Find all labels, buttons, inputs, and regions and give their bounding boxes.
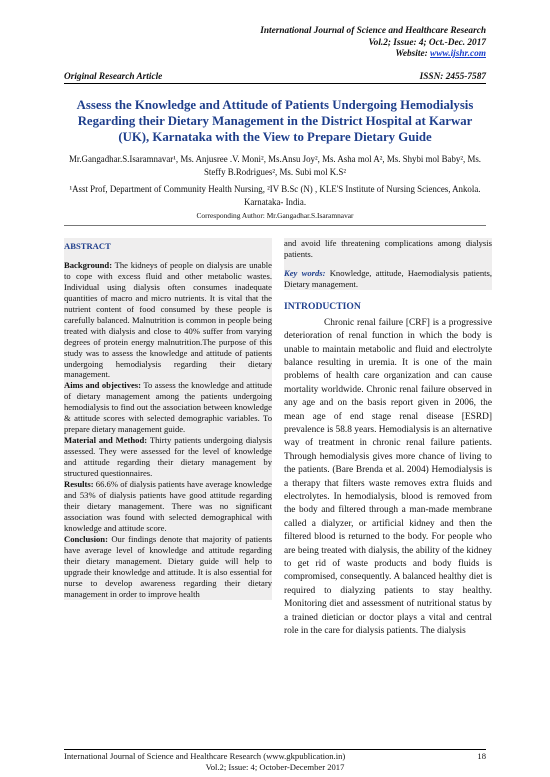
abstract-aims: Aims and objectives: To assess the knowledge and attitude of dietary management among the patients undergoing hemodialysis to find out the association between knowledge & attitude scores with selected demographic variables. To prepare dietary management guide.: [64, 380, 273, 435]
article-type: Original Research Article: [64, 72, 163, 82]
affiliation: ¹Asst Prof, Department of Community Health Nursing, ²IV B.Sc (N) , KLE'S Institute of Nursing Sciences, Ankola. Karnataka- India.: [69, 184, 481, 207]
journal-name: International Journal of Science and Healthcare Research: [260, 26, 486, 36]
keywords: Key words: Knowledge, attitude, Haemodialysis patients, Dietary management.: [284, 267, 493, 289]
right-column: [284, 238, 492, 639]
introduction-heading: INTRODUCTION: [284, 300, 361, 312]
left-column: [64, 238, 272, 600]
abstract-background: Background: The kidneys of people on dialysis are unable to cope with excess fluid and other metabolic wastes. Individual using dialysis often consumes inadequate quantities of macro and micro nutrients. It is vital that the nutrient content of food consumed by these people is carefully balanced. Malnutrition is common in people being treated with dialysis and close to 40% suffer from varying degrees of protein energy malnutrition.The purpose of this study was to assess the knowledge and attitude of patients undergoing hemodialysis regarding their dietary management.: [64, 259, 272, 380]
journal-website: Website: www.ijshr.com: [395, 49, 486, 60]
journal-header: [64, 26, 486, 61]
footer-issue: Vol.2; Issue: 4; October-December 2017: [205, 762, 345, 772]
introduction-text: Chronic renal failure [CRF] is a progressive deterioration of renal function in which the body is unable to maintain metabolic and fluid and electrolyte balance resulting in uremia. It is one of the main problems of health care organization and can cause mortality worldwide. Chronic renal failure observed in any age and on the basis report given in 2006, the mean age of end stage renal disease [ESRD] prevalence is 58.8 years. Hemodialysis is an alternative way of treatment in chronic renal failure patients. Through hemodialysis gives more chance of living to the patients. (Bare Brenda et al. 2004) Hemodialysis is a therapy that filters waste removes extra fluids and electrolytes. In hemodialysis, blood is removed from the body and filtered through a man-made membrane called a dialyzer, or artificial kidney and then the filtered blood is returned to the body. For people who are being treated with dialysis, the ability of the kidney to get rid of waste products and body fluids is compromised, consequently. A balanced healthy diet is required to dialyzing patients to stay healthy. Monitoring diet and assessment of nutritional status by a trained dietician or doctor plays a vital and central role in the care for dialysis patients. The dialysis: [284, 317, 493, 637]
abstract-continuation-box: [284, 238, 492, 290]
article-meta-row: [64, 72, 486, 84]
issn: ISSN: 2455-7587: [419, 72, 486, 82]
footer-journal: International Journal of Science and Healthcare Research (www.gkpublication.in): [64, 751, 346, 761]
abstract-continuation: and avoid life threatening complications among dialysis patients.: [284, 238, 492, 259]
author-list: Mr.Gangadhar.S.Isaramnavar¹, Ms. Anjusree .V. Moni², Ms.Ansu Joy², Ms. Asha mol A², Ms. Shybi mol Baby², Ms. Steffy B.Rodrigues², Ms. Subi mol K.S²: [68, 154, 482, 177]
paper-title: Assess the Knowledge and Attitude of Patients Undergoing Hemodialysis Regarding their Dietary Management in the District Hospital at Karwar (UK), Karnataka with the View to Prepare Dietary Guide: [76, 98, 474, 144]
website-link[interactable]: www.ijshr.com: [430, 49, 486, 60]
abstract-box: [64, 238, 272, 600]
page-footer: [64, 749, 486, 773]
abstract-results: Results: 66.6% of dialysis patients have average knowledge and 53% of dialysis patients have good attitude regarding their dietary management. There was no significant association was found with selected demographical with knowledge and attitude score.: [64, 479, 272, 533]
journal-volume: Vol.2; Issue: 4; Oct.-Dec. 2017: [368, 37, 486, 48]
abstract-heading: ABSTRACT: [64, 241, 111, 251]
section-divider: [64, 225, 486, 226]
page-number: 18: [477, 751, 486, 761]
abstract-conclusion: Conclusion: Our findings denote that majority of patients have average level of knowledge and attitude regarding their dietary management. Dietary guide will help to upgrade their knowledge and attitude. It is also essential for nurse to develop awareness regarding their dietary management in order to improve health: [64, 533, 272, 599]
corresponding-author: Corresponding Author: Mr.Gangadhar.S.Isaramnavar: [196, 211, 354, 220]
abstract-method: Material and Method: Thirty patients undergoing dialysis assessed. They were assessed for the level of knowledge and attitude regarding their dietary management by structured questionnaires.: [64, 435, 272, 479]
